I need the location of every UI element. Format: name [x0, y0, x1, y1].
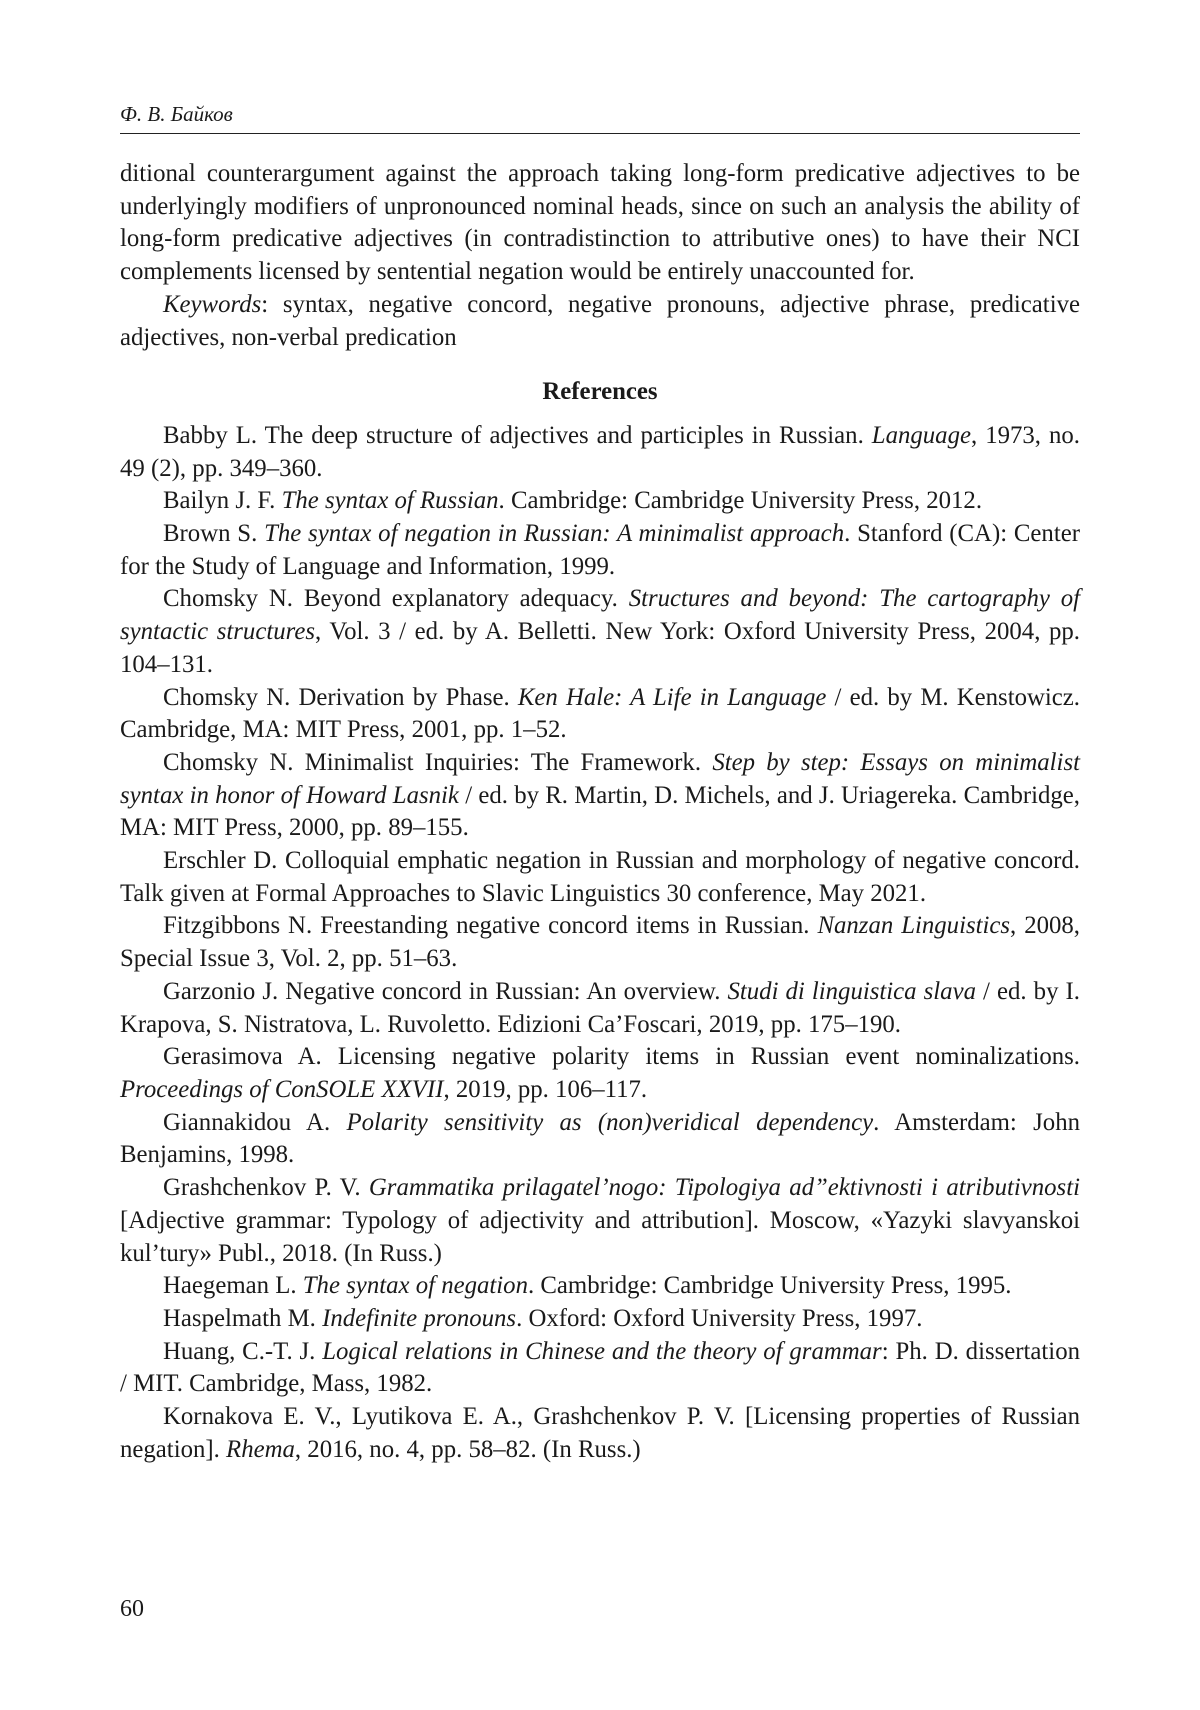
ref-text: Giannakidou A. — [163, 1108, 347, 1136]
reference-item — [120, 682, 1080, 747]
ref-source: Polarity sensitivity as (non)veridical dependency — [346, 1108, 874, 1136]
reference-item — [120, 976, 1080, 1041]
ref-text: Garzonio J. Negative concord in Russian: An overview. — [163, 977, 728, 1005]
reference-item — [120, 1303, 1080, 1336]
ref-source: Proceedings of ConSOLE XXVII — [120, 1075, 444, 1103]
ref-details: / ed. by I. Krapova, S. Nistratova, L. Ruvoletto. Edizioni Ca’Foscari, 2019, pp. 175–190. — [120, 977, 1080, 1038]
ref-text: Babby L. The deep structure of adjectives and participles in Russian. — [163, 421, 872, 449]
ref-details: / ed. by M. Kenstowicz. Cambridge, MA: MIT Press, 2001, pp. 1–52. — [120, 683, 1080, 744]
ref-details: : Ph. D. dissertation / MIT. Cambridge, Mass, 1982. — [120, 1337, 1080, 1398]
ref-text: Brown S. — [163, 520, 265, 548]
reference-item — [120, 1336, 1080, 1401]
ref-text: Huang, C.-T. J. — [163, 1337, 323, 1365]
keywords-paragraph — [120, 289, 1080, 354]
ref-source: Step by step: Essays on minimalist syntax in honor of Howard Lasnik — [120, 748, 1080, 809]
ref-details: . Cambridge: Cambridge University Press, 2012. — [498, 487, 983, 515]
reference-item — [120, 1172, 1080, 1270]
ref-details: / ed. by R. Martin, D. Michels, and J. Uriagereka. Cambridge, MA: MIT Press, 2000, pp. 89–155. — [120, 781, 1080, 842]
ref-details: . Amsterdam: John Benjamins, 1998. — [120, 1108, 1080, 1169]
ref-text: Chomsky N. Beyond explanatory adequacy. — [163, 585, 629, 613]
page-body — [120, 158, 1080, 1466]
ref-source: The syntax of Russian — [281, 487, 499, 515]
references-list — [120, 420, 1080, 1467]
ref-text: Chomsky N. Minimalist Inquiries: The Framework. — [163, 748, 713, 776]
ref-source: Rhema — [226, 1435, 295, 1463]
ref-source: Structures and beyond: The cartography of syntactic structures — [120, 585, 1080, 646]
ref-text: Bailyn J. F. — [163, 487, 282, 515]
ref-details: [Adjective grammar: Typology of adjectivity and attribution]. Moscow, «Yazyki slavyanskoi kul’tury» Publ., 2018. (In Russ.) — [120, 1206, 1080, 1267]
ref-source: Indefinite pronouns — [322, 1304, 517, 1332]
ref-source: The syntax of negation in Russian: A minimalist approach — [264, 520, 845, 548]
ref-details: . Cambridge: Cambridge University Press, 1995. — [527, 1272, 1012, 1300]
reference-item — [120, 583, 1080, 681]
reference-item — [120, 845, 1080, 910]
keywords-label: Keywords — [163, 290, 262, 318]
ref-text: Grashchenkov P. V. — [163, 1174, 369, 1202]
keywords-text: : syntax, negative concord, negative pronouns, adjective phrase, predicative adjectives, non-verbal predication — [120, 290, 1080, 351]
reference-item — [120, 420, 1080, 485]
ref-source: Studi di linguistica slava — [727, 977, 976, 1005]
ref-source: Language — [871, 421, 971, 449]
ref-text: Erschler D. Colloquial emphatic negation in Russian and morphology of negative concord. Talk given at Formal Approaches to Slavic Linguistics 30 conference, May 2021. — [120, 847, 1080, 907]
reference-item — [120, 1401, 1080, 1466]
ref-text: Gerasimova A. Licensing negative polarity items in Russian event nominalizations. — [163, 1043, 1080, 1071]
ref-details: , 2016, no. 4, pp. 58–82. (In Russ.) — [294, 1435, 641, 1463]
reference-item — [120, 1107, 1080, 1172]
ref-source: Nanzan Linguistics — [817, 912, 1011, 940]
reference-item — [120, 1270, 1080, 1303]
ref-details: . Stanford (CA): Center for the Study of Language and Information, 1999. — [120, 520, 1080, 580]
ref-source: The syntax of negation — [302, 1272, 528, 1300]
ref-details: . Oxford: Oxford University Press, 1997. — [516, 1304, 923, 1332]
reference-item — [120, 910, 1080, 975]
references-heading: References — [542, 378, 658, 406]
ref-text: Fitzgibbons N. Freestanding negative concord items in Russian. — [163, 912, 818, 940]
ref-source: Ken Hale: A Life in Language — [517, 683, 827, 711]
reference-item — [120, 747, 1080, 845]
page-number: 60 — [120, 1596, 144, 1622]
reference-item — [120, 518, 1080, 583]
reference-item — [120, 1041, 1080, 1106]
ref-text: Chomsky N. Derivation by Phase. — [163, 683, 518, 711]
running-header — [120, 100, 1080, 134]
ref-details: , 2008, Special Issue 3, Vol. 2, pp. 51–63. — [120, 912, 1080, 973]
reference-item — [120, 485, 1080, 518]
abstract-continuation: ditional counterargument against the approach taking long-form predicative adjectives to be underlyingly modifiers of unpronounced nominal heads, since on such an analysis the ability of long-form predicative adjectives (in contradistinction to attributive ones) to have their NCI complements licensed by sentential negation would be entirely unaccounted for. — [120, 160, 1080, 286]
ref-details: , Vol. 3 / ed. by A. Belletti. New York: Oxford University Press, 2004, pp. 104–131. — [120, 618, 1080, 678]
ref-text: Kornakova E. V., Lyutikova E. A., Grashchenkov P. V. [Licensing properties of Russian negation]. — [120, 1403, 1080, 1463]
ref-details: , 2019, pp. 106–117. — [443, 1075, 648, 1103]
ref-text: Haspelmath M. — [163, 1304, 323, 1332]
ref-source: Logical relations in Chinese and the theory of grammar — [322, 1337, 882, 1365]
ref-source: Grammatika prilagatel’nogo: Tipologiya ad”ektivnosti i atributivnosti — [368, 1174, 1080, 1202]
running-title: Ф. В. Байков — [120, 102, 233, 126]
ref-text: Haegeman L. — [163, 1272, 303, 1300]
ref-details: , 1973, no. 49 (2), pp. 349–360. — [120, 421, 1080, 482]
